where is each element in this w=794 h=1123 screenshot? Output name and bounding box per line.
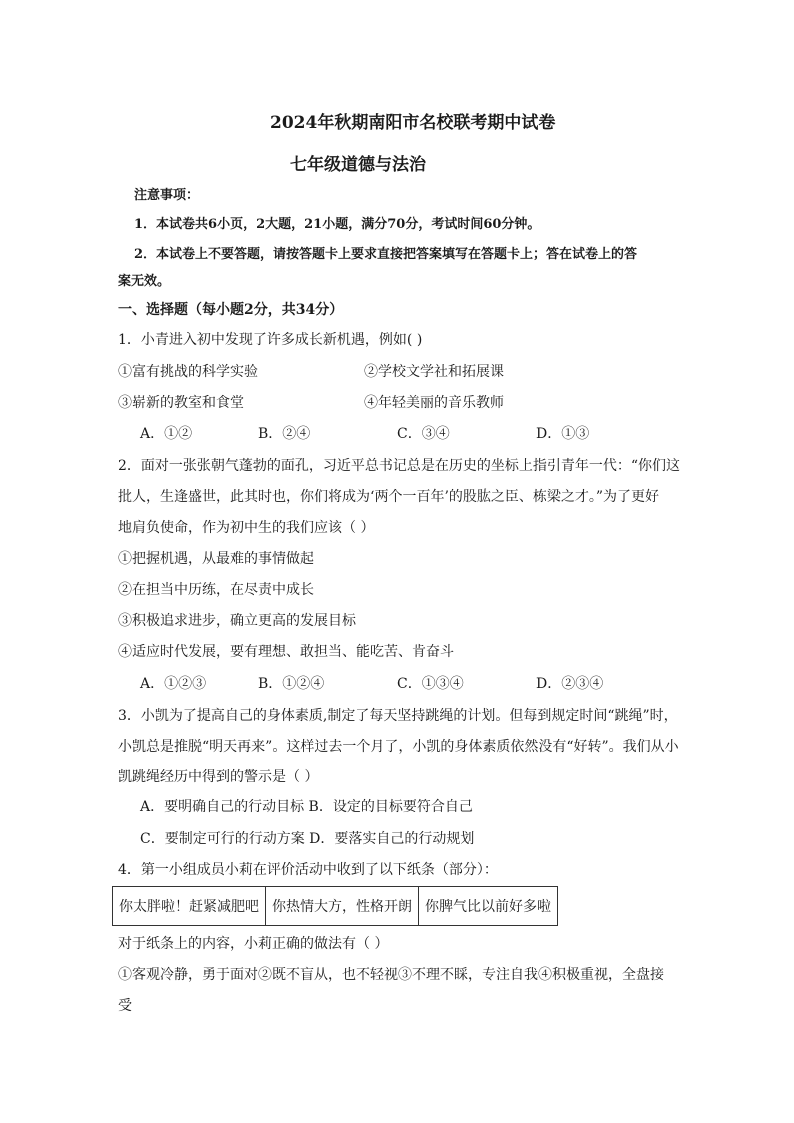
q1-statement-3: ③崭新的教室和食堂 — [118, 395, 244, 411]
q4-line-3: ①客观冷静，勇于面对②既不盲从，也不轻视③不理不睬，专注自我④积极重视，全盘接 — [118, 967, 664, 983]
q2-statement-3: ③积极追求进步，确立更高的发展目标 — [118, 613, 356, 629]
page-title: 2024年秋期南阳市名校联考期中试卷 — [270, 113, 556, 133]
q1-option-a: A．①② — [140, 426, 193, 442]
q2-option-b: B．①②④ — [258, 676, 325, 692]
notice-item-2-line-1: 2．本试卷上不要答题，请按答题卡上要求直接把答案填写在答题卡上；答在试卷上的答 — [134, 247, 638, 262]
q4-line-2: 对于纸条上的内容，小莉正确的做法有（ ） — [118, 936, 389, 952]
q2-line-3: 地肩负使命，作为初中生的我们应该（ ） — [118, 520, 375, 536]
notice-item-2-line-2: 案无效。 — [118, 274, 171, 289]
q1-statement-4: ④年轻美丽的音乐教师 — [364, 395, 504, 411]
q1-statement-1: ①富有挑战的科学实验 — [118, 364, 258, 380]
section-heading: 一、选择题（每小题2分，共34分） — [118, 302, 344, 318]
q3-line-3: 凯跳绳经历中得到的警示是（ ） — [118, 769, 319, 785]
q3-options-ab: A．要明确自己的行动目标 B．设定的目标要符合自己 — [140, 799, 473, 815]
q2-option-c: C．①③④ — [397, 676, 464, 692]
q3-options-cd: C．要制定可行的行动方案 D．要落实自己的行动规划 — [140, 831, 475, 847]
q4-stem: 4．第一小组成员小莉在评价活动中收到了以下纸条（部分）： — [118, 862, 498, 878]
q2-statement-4: ④适应时代发展，要有理想、敢担当、能吃苦、肯奋斗 — [118, 644, 454, 660]
q2-statement-1: ①把握机遇，从最难的事情做起 — [118, 551, 314, 567]
q2-line-1: 2．面对一张张朝气蓬勃的面孔，习近平总书记总是在历史的坐标上指引青年一代：“你们这 — [118, 458, 681, 474]
q1-statement-2: ②学校文学社和拓展课 — [364, 364, 504, 380]
q3-line-2: 小凯总是推脱“明天再来”。这样过去一个月了，小凯的身体素质依然没有“好转”。我们从小 — [118, 739, 679, 755]
q2-option-a: A．①②③ — [140, 676, 207, 692]
q4-slip-3: 你脾气比以前好多啦 — [419, 887, 558, 926]
q1-option-c: C．③④ — [397, 426, 450, 442]
q2-line-2: 批人，生逢盛世，此其时也，你们将成为‘两个一百年’的股肱之臣、栋梁之才。”为了更好 — [118, 489, 660, 505]
page-subtitle: 七年级道德与法治 — [290, 155, 426, 175]
notice-heading: 注意事项： — [134, 188, 200, 203]
q1-option-d: D．①③ — [536, 426, 590, 442]
q4-line-4: 受 — [118, 998, 132, 1014]
notice-item-1: 1．本试卷共6小页，2大题，21小题，满分70分，考试时间60分钟。 — [134, 217, 541, 232]
q4-slip-2: 你热情大方，性格开朗 — [266, 887, 419, 926]
question-1-stem: 1．小青进入初中发现了许多成长新机遇，例如( ) — [118, 332, 423, 348]
q1-option-b: B．②④ — [258, 426, 311, 442]
q3-line-1: 3．小凯为了提高自己的身体素质,制定了每天坚持跳绳的计划。但每到规定时间“跳绳”时， — [118, 708, 678, 724]
q2-statement-2: ②在担当中历练，在尽责中成长 — [118, 582, 314, 598]
q2-option-d: D．②③④ — [536, 676, 604, 692]
q4-slip-table — [112, 886, 558, 926]
q4-slip-1: 你太胖啦！赶紧减肥吧 — [113, 887, 266, 926]
